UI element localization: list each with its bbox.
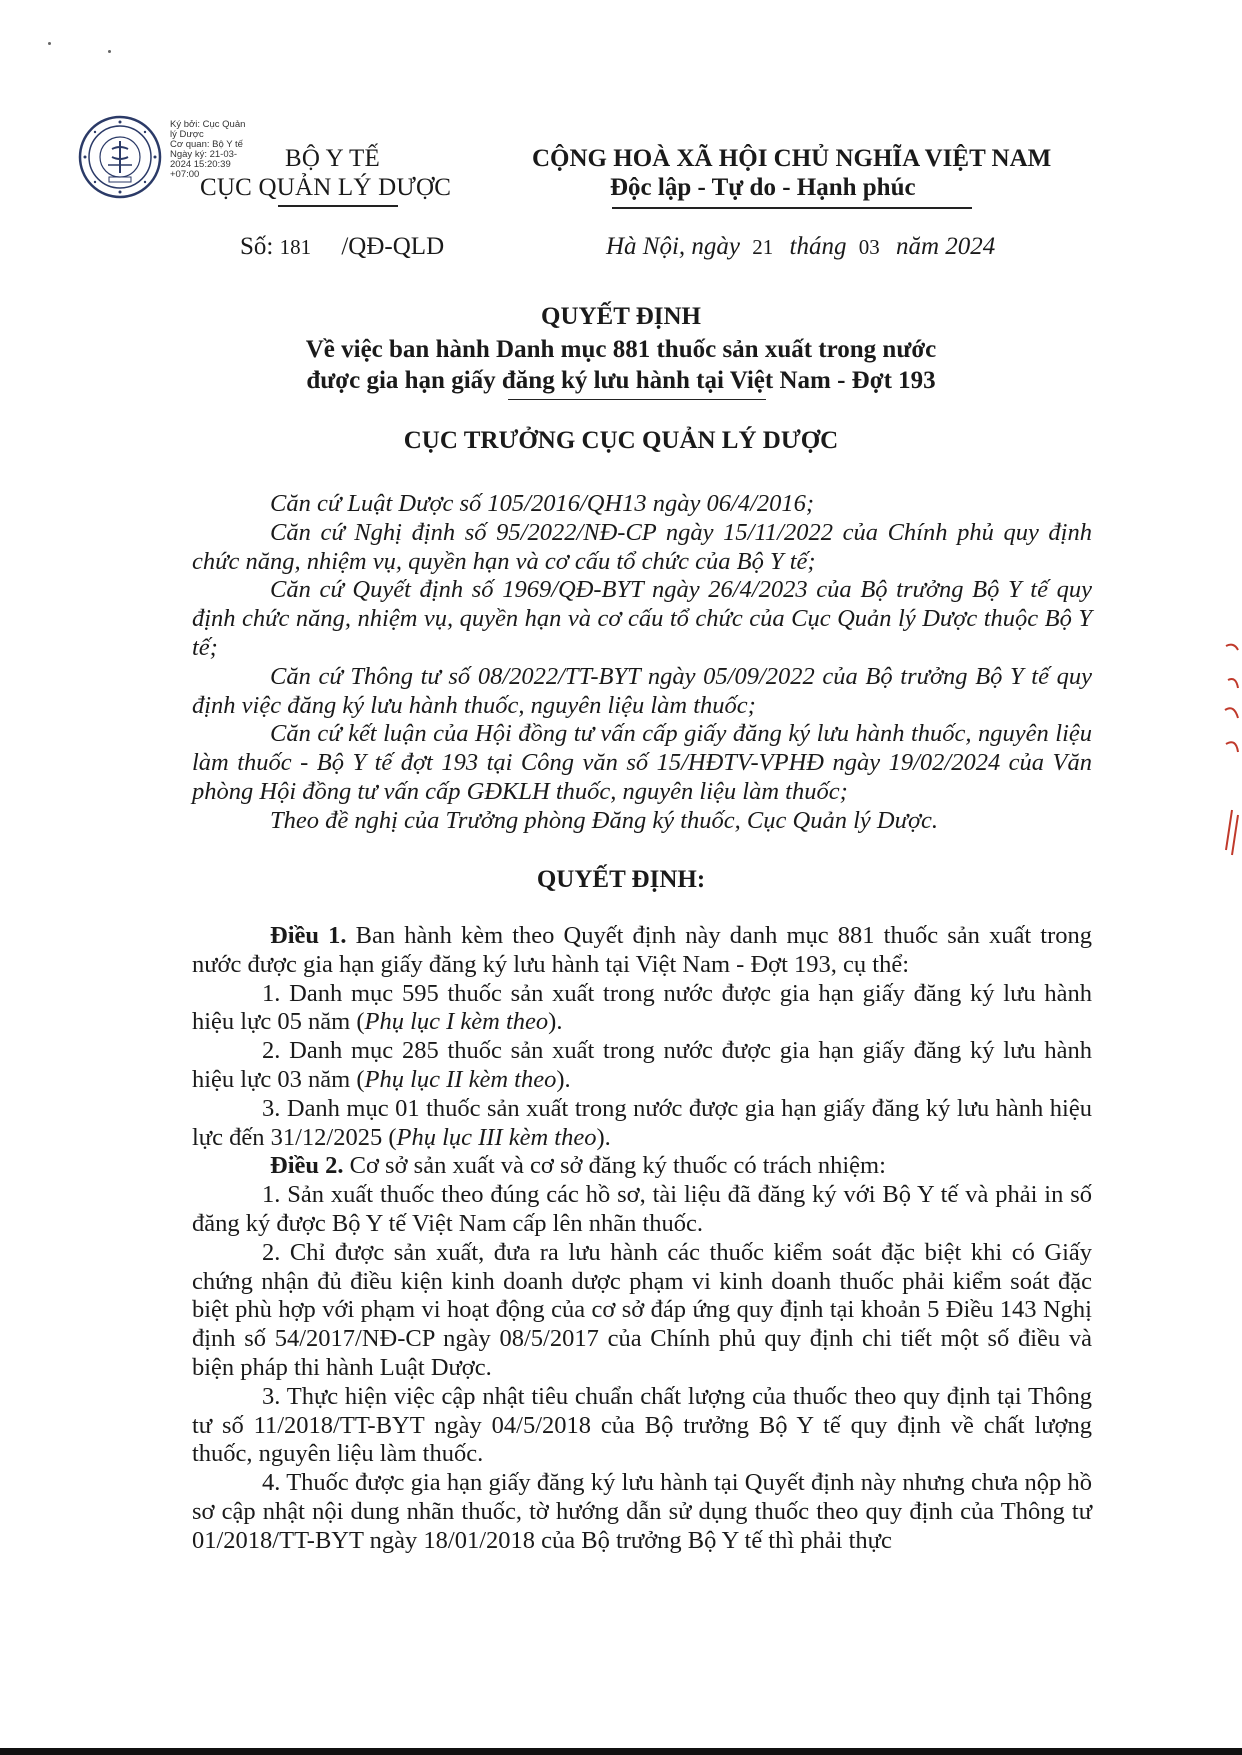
number-prefix: Số:: [240, 233, 274, 260]
motto-underline: [612, 207, 972, 209]
stamp-bleed-mark-icon: [1220, 640, 1242, 860]
nation-name: CỘNG HOÀ XÃ HỘI CHỦ NGHĨA VIỆT NAM: [532, 145, 1052, 172]
date-place: Hà Nội, ngày: [606, 233, 741, 260]
article-1-text: Ban hành kèm theo Quyết định này danh mục 881 thuốc sản xuất trong nước được gia hạn giấy đăng ký lưu hành tại Việt Nam - Đợt 193, cụ thể:: [192, 922, 1092, 978]
document-number: [240, 233, 444, 261]
article-2-label: Điều 2.: [270, 1152, 344, 1180]
article-2-item: 2. Chỉ được sản xuất, đưa ra lưu hành các thuốc kiểm soát đặc biệt khi có Giấy chứng nhận đủ điều kiện kinh doanh dược phạm vi kinh doanh thuốc phải kiểm soát đặc biệt phù hợp với phạm vi hoạt động của cơ sở đáp ứng quy định tại khoản 5 Điều 143 Nghị định số 54/2017/NĐ-CP ngày 08/5/2017 của Chính phủ quy định chi tiết một số điều và biện pháp thi hành Luật Dược.: [192, 1238, 1092, 1381]
issuing-authority: CỤC TRƯỞNG CỤC QUẢN LÝ DƯỢC: [403, 427, 839, 454]
subject-underline: [508, 399, 766, 400]
item-text: 2. Danh mục 285 thuốc sản xuất trong nước được gia hạn giấy đăng ký lưu hành hiệu lực 03 năm (: [192, 1037, 1092, 1093]
article-1: [192, 922, 1092, 980]
appendix-ref: Phụ lục II kèm theo: [364, 1065, 557, 1093]
number-value: 181: [279, 235, 312, 259]
document-date: [606, 233, 995, 261]
decision-heading: QUYẾT ĐỊNH:: [536, 866, 706, 893]
appendix-ref: Phụ lục III kèm theo: [396, 1123, 597, 1151]
date-month: 03: [858, 235, 880, 259]
preamble: [192, 490, 1092, 836]
legal-basis: Căn cứ Quyết định số 1969/QĐ-BYT ngày 26/4/2023 của Bộ trưởng Bộ Y tế quy định chức năng, nhiệm vụ, quyền hạn và cơ cấu tổ chức của Cục Quản lý Dược thuộc Bộ Y tế;: [192, 576, 1092, 661]
appendix-ref: Phụ lục I kèm theo: [364, 1008, 549, 1036]
agency-name: CỤC QUẢN LÝ DƯỢC: [200, 174, 452, 201]
item-end: ).: [596, 1123, 611, 1151]
document-type: QUYẾT ĐỊNH: [541, 303, 701, 330]
articles: [192, 922, 1092, 1556]
article-1-item-1: [192, 980, 1092, 1038]
signature-line: 2024 15:20:39: [170, 159, 231, 170]
article-1-item-3: [192, 1095, 1092, 1153]
scan-speck: [48, 42, 51, 45]
legal-basis: Căn cứ Nghị định số 95/2022/NĐ-CP ngày 15/11/2022 của Chính phủ quy định chức năng, nhiệm vụ, quyền hạn và cơ cấu tổ chức của Bộ Y tế;: [192, 518, 1092, 575]
number-suffix: /QĐ-QLD: [341, 233, 445, 260]
scan-bottom-edge: [0, 1748, 1242, 1755]
signature-line: Ký bởi: Cục Quản: [170, 119, 246, 130]
scan-speck: [108, 50, 111, 53]
document-subject-line1: Về việc ban hành Danh mục 881 thuốc sản xuất trong nước: [305, 336, 937, 363]
article-2-item: 3. Thực hiện việc cập nhật tiêu chuẩn chất lượng của thuốc theo quy định tại Thông tư số 11/2018/TT-BYT ngày 04/5/2018 của Bộ trưởng Bộ Y tế quy định về chất lượng thuốc, nguyên liệu làm thuốc.: [192, 1382, 1092, 1468]
item-end: ).: [548, 1008, 563, 1036]
article-2-item: 1. Sản xuất thuốc theo đúng các hồ sơ, tài liệu đã đăng ký với Bộ Y tế và phải in số đăng ký được Bộ Y tế Việt Nam cấp lên nhãn thuốc.: [192, 1181, 1092, 1237]
document-subject-line2: được gia hạn giấy đăng ký lưu hành tại Việt Nam - Đợt 193: [306, 367, 936, 394]
item-end: ).: [556, 1065, 571, 1093]
digital-signature-info: [170, 120, 245, 180]
item-text: 1. Danh mục 595 thuốc sản xuất trong nước được gia hạn giấy đăng ký lưu hành hiệu lực 05 năm (: [192, 979, 1092, 1036]
legal-basis: Căn cứ kết luận của Hội đồng tư vấn cấp giấy đăng ký lưu hành thuốc, nguyên liệu làm thuốc - Bộ Y tế đợt 193 tại Công văn số 15/HĐTV-VPHĐ ngày 19/02/2024 của Văn phòng Hội đồng tư vấn cấp GĐKLH thuốc, nguyên liệu làm thuốc;: [192, 720, 1092, 805]
legal-basis: Căn cứ Luật Dược số 105/2016/QH13 ngày 06/4/2016;: [270, 490, 815, 517]
article-1-item-2: [192, 1037, 1092, 1095]
article-2-text: Cơ sở sản xuất và cơ sở đăng ký thuốc có trách nhiệm:: [343, 1152, 886, 1180]
agency-seal-icon: [78, 115, 162, 199]
date-day: 21: [752, 235, 774, 259]
proposal-basis: Theo đề nghị của Trưởng phòng Đăng ký thuốc, Cục Quản lý Dược.: [270, 806, 939, 834]
legal-basis: Căn cứ Thông tư số 08/2022/TT-BYT ngày 05/09/2022 của Bộ trưởng Bộ Y tế quy định việc đăng ký lưu hành thuốc, nguyên liệu làm thuốc;: [192, 662, 1092, 719]
item-text: 3. Danh mục 01 thuốc sản xuất trong nước được gia hạn giấy đăng ký lưu hành hiệu lực đến 31/12/2025 (: [192, 1094, 1092, 1151]
signature-line: +07:00: [170, 169, 200, 180]
agency-underline: [278, 205, 398, 207]
date-month-label: tháng: [789, 233, 847, 260]
article-2: [192, 1152, 1092, 1181]
national-motto: Độc lập - Tự do - Hạnh phúc: [610, 174, 916, 201]
date-year: năm 2024: [895, 233, 996, 260]
article-2-item: 4. Thuốc được gia hạn giấy đăng ký lưu hành tại Quyết định này nhưng chưa nộp hồ sơ cập nhật nội dung nhãn thuốc, tờ hướng dẫn sử dụng thuốc theo quy định của Thông tư 01/2018/TT-BYT ngày 18/01/2018 của Bộ trưởng Bộ Y tế thì phải thực: [192, 1469, 1092, 1554]
article-1-label: Điều 1.: [270, 922, 347, 949]
signature-line: Cơ quan: Bộ Y tế: [170, 139, 243, 150]
signature-line: lý Dược: [170, 129, 204, 140]
signature-line: Ngày ký: 21-03-: [170, 149, 238, 160]
ministry-name: BỘ Y TẾ: [285, 145, 380, 172]
